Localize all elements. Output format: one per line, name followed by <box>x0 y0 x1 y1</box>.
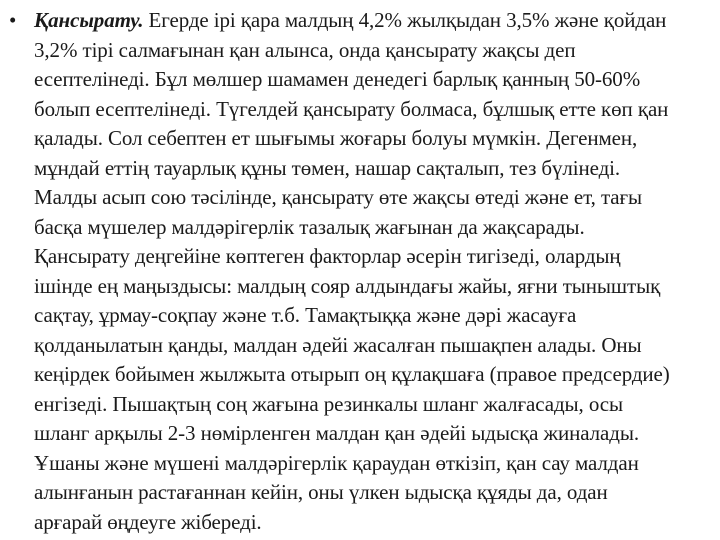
text-line: алынғанын растағаннан кейін, оны үлкен ыдысқа құяды да, одан <box>34 480 608 504</box>
text-line: есептелінеді. Бұл мөлшер шамамен денедегі барлық қанның 50-60% <box>34 67 641 91</box>
text-line: Қансырату. Егерде ірі қара малдың 4,2% жылқыдан 3,5% және қойдан <box>34 8 667 32</box>
text-line: басқа мүшелер малдәрігерлік тазалық жағынан да жақсарады. <box>34 214 585 239</box>
text-line: қолданылатын қанды, малдан әдейі жасалған пышақпен алады. Оны <box>34 332 642 357</box>
text-line: қалады. Сол себептен ет шығымы жоғары болуы мүмкін. Дегенмен, <box>34 126 638 150</box>
text-line: 3,2% тірі салмағынан қан алынса, онда қансырату жақсы деп <box>34 37 576 62</box>
text-line: кеңірдек бойымен жылжыта отырып оң құлақшаға (правое предсердие) <box>34 362 670 386</box>
term-heading: Қансырату. <box>34 8 144 32</box>
text-line: Қансырату деңгейіне көптеген факторлар әсерін тигізеді, олардың <box>34 244 621 268</box>
text-line: шланг арқылы 2-3 нөмірленген малдан қан әдейі ыдысқа жиналады. <box>34 421 639 445</box>
text-line: мұндай еттің тауарлық құны төмен, нашар сақталып, тез бүлінеді. <box>34 155 621 180</box>
text-line: сақтау, ұрмау-соқпау және т.б. Тамақтыққа және дәрі жасауға <box>34 303 577 327</box>
text-line: Малды асып сою тәсілінде, қансырату өте жақсы өтеді және ет, тағы <box>34 185 643 209</box>
text-line: енгізеді. Пышақтың соң жағына резинкалы шланг жалғасады, осы <box>34 391 624 416</box>
text-line: болып есептелінеді. Түгелдей қансырату болмаса, бұлшық етте көп қан <box>34 96 669 121</box>
body-paragraph <box>34 6 716 537</box>
bullet-marker: • <box>9 8 17 32</box>
text-line: Ұшаны және мүшені малдәрігерлік қараудан өткізіп, қан сау малдан <box>34 450 639 475</box>
text-line: ішінде ең маңыздысы: малдың сояр алдындағы жайы, яғни тыныштық <box>34 273 661 298</box>
text-line: арғарай өңдеуге жібереді. <box>34 509 262 534</box>
